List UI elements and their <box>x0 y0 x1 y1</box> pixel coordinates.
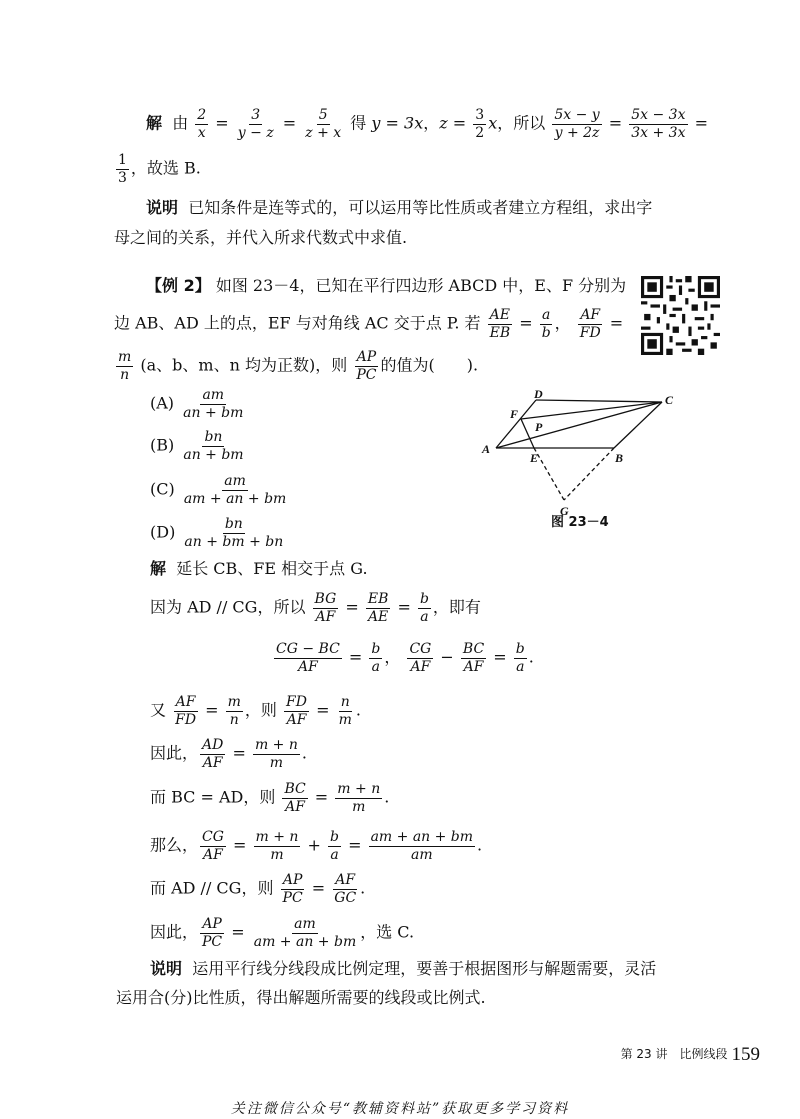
fraction: $\frac{3}{2}$ <box>475 107 485 141</box>
fraction: $\frac{AE}{EB}$ <box>489 307 511 341</box>
solution-2-line-5: 因此， $\frac{AD}{AF}$ = $\frac{m + n}{m}$ . <box>150 737 307 771</box>
fraction: $\frac{5x - 3x}{3x + 3x}$ <box>631 107 686 141</box>
fraction: $\frac{5x - y}{y + 2z}$ <box>554 107 600 141</box>
fraction: $\frac{BC}{AF}$ <box>284 781 306 815</box>
label-D: D <box>534 388 543 401</box>
fraction: $\frac{bn}{an + bm + bn}$ <box>184 516 284 550</box>
fraction: $\frac{m + n}{m}$ <box>337 781 381 815</box>
fraction: $\frac{b}{a}$ <box>330 829 339 863</box>
label-B: B <box>615 451 624 465</box>
example-2-line-3: $\frac{m}{n}$ (a、b、m、n 均为正数)，则 $\frac{AP}{PC}$ 的值为( ). <box>118 349 479 383</box>
fraction: $\frac{AF}{FD}$ <box>175 694 197 728</box>
solution-1-line-2: $\frac{1}{3}$ ，故选 B. <box>118 152 201 186</box>
solution-2-line-3: $\frac{CG - BC}{AF}$ = $\frac{b}{a}$ ， $\frac{CG}{AF}$ − $\frac{BC}{AF}$ = $\frac{b}{a}$ . <box>276 641 534 675</box>
fraction: $\frac{CG}{AF}$ <box>202 829 224 863</box>
fraction: $\frac{am}{am + an + bm}$ <box>253 916 357 950</box>
segment-FC <box>521 402 662 419</box>
option-a: (A) $\frac{am}{an + bm}$ <box>150 387 244 421</box>
solution-2-line-9: 因此， $\frac{AP}{PC}$ = $\frac{am}{am + an + bm}$ ，选 C. <box>150 916 415 950</box>
label-A: A <box>482 442 491 456</box>
fraction: $\frac{AD}{AF}$ <box>202 737 224 771</box>
fraction: $\frac{1}{3}$ <box>118 152 127 186</box>
example-2-line-1: 【例 2】 如图 23－4，已知在平行四边形 ABCD 中，E、F 分别为 <box>146 276 627 295</box>
figure-caption: 图 23－4 <box>551 515 609 530</box>
fraction: $\frac{AF}{GC}$ <box>334 872 357 906</box>
segment-EG <box>534 448 564 500</box>
example-2-line-2: 边 AB、AD 上的点，EF 与对角线 AC 交于点 P. 若 $\frac{AE}{EB}$ = $\frac{a}{b}$ ， $\frac{AF}{FD}$ = <box>114 307 624 341</box>
note-1-line-2: 母之间的关系，并代入所求代数式中求值. <box>114 228 408 247</box>
fraction: $\frac{am}{an + bm}$ <box>183 387 244 421</box>
fraction: $\frac{CG - BC}{AF}$ <box>276 641 340 675</box>
fraction: $\frac{m + n}{m}$ <box>255 829 299 863</box>
label-C: C <box>665 393 674 407</box>
label-E: E <box>530 451 539 465</box>
label-F: F <box>510 407 519 421</box>
fraction: $\frac{BC}{AF}$ <box>462 641 485 675</box>
note-1-line-1: 说明 已知条件是连等式的，可以运用等比性质或者建立方程组，求出字 <box>146 198 653 217</box>
promo-banner: 关注微信公众号“教辅资料站”获取更多学习资料 <box>230 1101 570 1117</box>
option-d: (D) $\frac{bn}{an + bm + bn}$ <box>150 516 284 550</box>
solution-label: 解 <box>150 559 167 578</box>
fraction: $\frac{AP}{PC}$ <box>282 872 303 906</box>
fraction: $\frac{b}{a}$ <box>419 591 429 625</box>
fraction: $\frac{AF}{FD}$ <box>579 307 601 341</box>
fraction: $\frac{3}{y - z}$ <box>237 107 274 141</box>
fraction: $\frac{AP}{PC}$ <box>202 916 223 950</box>
note-label: 说明 <box>150 959 183 978</box>
fraction: $\frac{5}{z + x}$ <box>305 107 342 141</box>
note-2-line-2: 运用合(分)比性质，得出解题所需要的线段或比例式. <box>116 988 486 1007</box>
note-label: 说明 <box>146 198 179 217</box>
solution-2-line-4: 又 $\frac{AF}{FD}$ = $\frac{m}{n}$ ，则 $\frac{FD}{AF}$ = $\frac{n}{m}$ . <box>150 694 361 728</box>
fraction: $\frac{BG}{AF}$ <box>314 591 337 625</box>
solution-2-line-6: 而 BC = AD，则 $\frac{BC}{AF}$ = $\frac{m + n}{m}$ . <box>150 781 390 815</box>
segment-BG <box>564 448 614 500</box>
fraction: $\frac{FD}{AF}$ <box>286 694 307 728</box>
fraction: $\frac{bn}{an + bm}$ <box>183 429 244 463</box>
option-c: (C) $\frac{am}{am + an + bm}$ <box>150 473 287 507</box>
label-G: G <box>560 504 569 518</box>
label-P: P <box>535 420 543 434</box>
solution-2-line-8: 而 AD // CG，则 $\frac{AP}{PC}$ = $\frac{AF}{GC}$ . <box>150 872 366 906</box>
solution-2-line-7: 那么， $\frac{CG}{AF}$ = $\frac{m + n}{m}$ + $\frac{b}{a}$ = $\frac{am + an + bm}{am}$ . <box>150 829 483 863</box>
chapter-title: 第 23 讲 比例线段 <box>620 1047 728 1061</box>
page-footer <box>621 1044 760 1066</box>
fraction: $\frac{AP}{PC}$ <box>356 349 377 383</box>
segment-CD <box>536 400 662 402</box>
fraction: $\frac{am + an + bm}{am}$ <box>370 829 474 863</box>
fraction: $\frac{m}{n}$ <box>227 694 241 728</box>
fraction: $\frac{b}{a}$ <box>515 641 525 675</box>
fraction: $\frac{m}{n}$ <box>118 349 132 383</box>
fraction: $\frac{2}{x}$ <box>197 107 207 141</box>
note-2-line-1: 说明 运用平行线分线段成比例定理，要善于根据图形与解题需要，灵活 <box>150 959 657 978</box>
example-label: 【例 2】 <box>146 276 211 295</box>
fraction: $\frac{m + n}{m}$ <box>254 737 298 771</box>
solution-2-line-2: 因为 AD // CG，所以 $\frac{BG}{AF}$ = $\frac{EB}{AE}$ = $\frac{b}{a}$ ，即有 <box>150 591 481 625</box>
fraction: $\frac{n}{m}$ <box>338 694 352 728</box>
solution-2-line-1: 解 延长 CB、FE 相交于点 G. <box>150 559 368 578</box>
fraction: $\frac{a}{b}$ <box>541 307 551 341</box>
solution-label: 解 <box>146 113 163 133</box>
solution-1-line-1: 解 由 $\frac{2}{x}$ = $\frac{3}{y - z}$ = $\frac{5}{z + x}$ 得 y = 3x，z = $\frac{3}{2}$ x，所以 $\frac{5x - y}{y + 2z}$ = $\frac{5x - 3x}{3x + 3x}$ = <box>146 107 708 141</box>
option-b: (B) $\frac{bn}{an + bm}$ <box>150 429 244 463</box>
page-number: 159 <box>731 1044 760 1065</box>
fraction: $\frac{EB}{AE}$ <box>367 591 389 625</box>
geometry-figure <box>478 388 692 524</box>
fraction: $\frac{am}{am + an + bm}$ <box>183 473 287 507</box>
qr-code-icon <box>641 276 720 355</box>
segment-EF <box>521 419 534 448</box>
fraction: $\frac{CG}{AF}$ <box>409 641 432 675</box>
fraction: $\frac{b}{a}$ <box>371 641 381 675</box>
